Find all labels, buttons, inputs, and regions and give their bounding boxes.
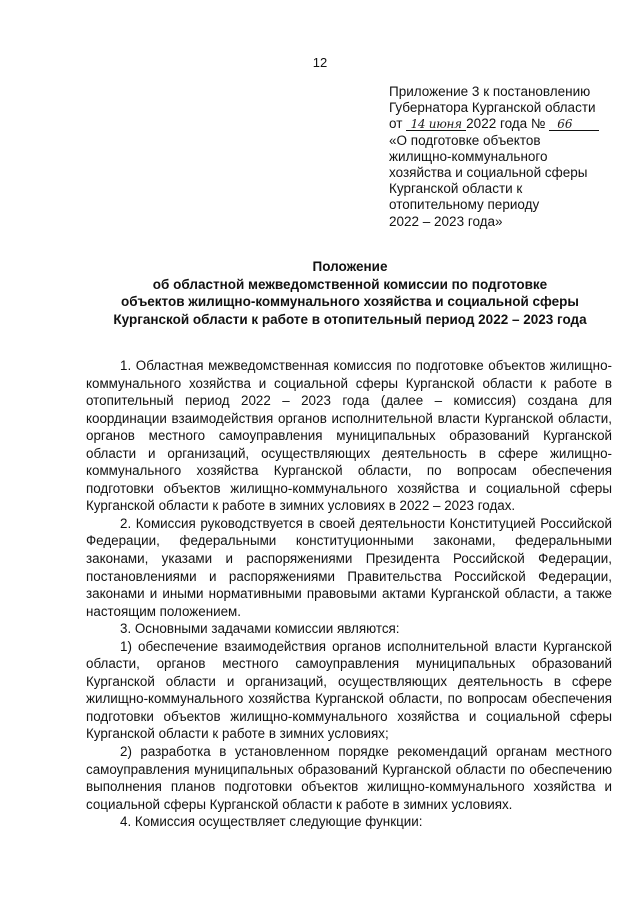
appendix-title-line-6: 2022 – 2023 года»	[389, 213, 503, 229]
appendix-block	[389, 84, 619, 230]
paragraph-4: 4. Комиссия осуществляет следующие функции:	[120, 814, 423, 830]
heading-line-2: об областной межведомственной комиссии по подготовке	[152, 276, 548, 292]
appendix-title-line-3: хозяйства и социальной сферы	[389, 165, 588, 181]
handwritten-number: 66	[549, 118, 599, 131]
appendix-line-1: Приложение 3 к постановлению	[389, 84, 591, 99]
paragraph-3-item-1: 1) обеспечение взаимодействия органов исполнительной власти Курганской области, органов местного самоуправления муниципальных образований Курганской области и организаций, осуществляющих деятельность в сфере жилищно-коммунального хозяйства Курганской области, по вопросам обеспечения подготовки объектов жилищно-коммунального хозяйства и социальной сферы Курганской области к работе в зимних условиях;	[86, 638, 612, 742]
paragraph-3-item-2: 2) разработка в установленном порядке рекомендаций органам местного самоуправления муниципальных образований Курганской области по обеспечению выполнения планов подготовки объектов жилищно-коммунального хозяйства и социальной сферы Курганской области к работе в зимних условиях.	[86, 744, 612, 812]
heading-line-3: объектов жилищно-коммунального хозяйства и социальной сферы	[121, 294, 579, 310]
page-number: 12	[312, 55, 328, 70]
appendix-date-line	[389, 116, 619, 132]
appendix-line-2: Губернатора Курганской области	[389, 100, 596, 116]
paragraph-3: 3. Основными задачами комиссии являются:	[120, 621, 400, 637]
heading-line-4: Курганской области к работе в отопительный период 2022 – 2023 года	[113, 311, 587, 327]
appendix-title-line-1: «О подготовке объектов	[389, 132, 541, 148]
appendix-from-prefix: от	[389, 116, 403, 132]
appendix-title-line-4: Курганской области к	[389, 181, 523, 197]
paragraph-1: 1. Областная межведомственная комиссия по подготовке объектов жилищно-коммунального хозяйства и социальной сферы Курганской области к работе в отопительный период 2022 – 2023 года (далее – комиссия) создана для координации взаимодействия органов исполнительной власти Курганской области, органов местного самоуправления муниципальных образований Курганской области и организаций, осуществляющих деятельность в сфере жилищно-коммунального хозяйства Курганской области, по вопросам обеспечения подготовки объектов жилищно-коммунального хозяйства и социальной сферы Курганской области к работе в зимних условиях в 2022 – 2023 годах.	[86, 358, 612, 514]
paragraph-2: 2. Комиссия руководствуется в своей деятельности Конституцией Российской Федерации, федеральными конституционными законами, федеральными законами, указами и распоряжениями Президента Российской Федерации, постановлениями и распоряжениями Правительства Российской Федерации, законами и иными нормативными правовыми актами Курганской области, а также настоящим положением.	[86, 515, 612, 619]
handwritten-date: 14 июня	[406, 118, 466, 131]
document-heading	[60, 258, 640, 328]
appendix-title-line-5: отопительному периоду	[389, 197, 540, 213]
appendix-year-text: 2022 года №	[466, 116, 546, 132]
document-body	[86, 357, 612, 831]
appendix-title-line-2: жилищно-коммунального	[389, 148, 548, 164]
heading-line-1: Положение	[312, 259, 388, 274]
